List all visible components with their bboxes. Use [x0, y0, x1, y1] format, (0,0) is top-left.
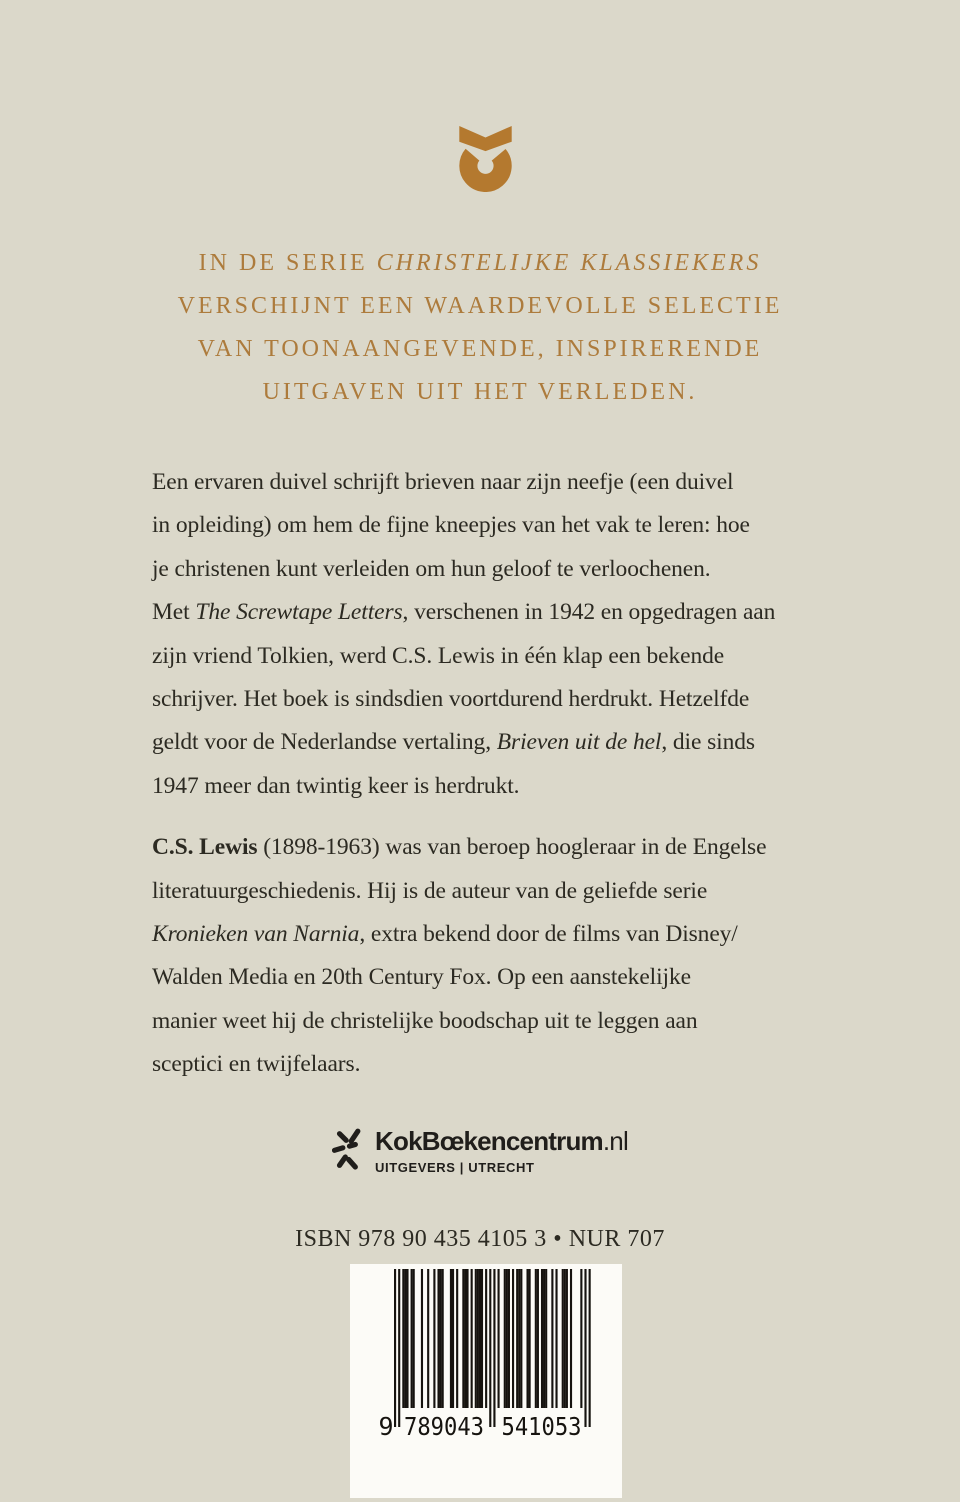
publisher-text [375, 1126, 628, 1175]
text-segment: zijn vriend Tolkien, werd C.S. Lewis in één klap een bekende [152, 642, 725, 669]
barcode-bars [394, 1269, 591, 1427]
text-line [152, 765, 852, 808]
publisher-name-suffix: .nl [602, 1126, 628, 1156]
text-line [152, 591, 852, 634]
barcode-digits-left: 789043 [404, 1412, 484, 1441]
text-line [0, 285, 960, 328]
text-segment: , verschenen in 1942 en opgedragen aan [402, 599, 776, 626]
text-line [0, 371, 960, 414]
text-line [152, 504, 852, 547]
text-segment: VERSCHIJNT EEN WAARDEVOLLE SELECTIE [177, 293, 783, 319]
text-segment: 1947 meer dan twintig keer is herdrukt. [152, 772, 520, 799]
publisher-name-main: KokBœkencentrum [375, 1126, 603, 1156]
text-segment: VAN TOONAANGEVENDE, INSPIRERENDE [197, 336, 763, 362]
text-line [152, 461, 852, 504]
text-line [0, 242, 960, 285]
text-segment-italic: Brieven uit de hel [496, 729, 662, 756]
publisher-tagline: UITGEVERS | UTRECHT [375, 1160, 535, 1175]
barcode-digits-right: 541053 [501, 1412, 582, 1441]
text-segment: IN DE SERIE [198, 250, 377, 276]
body-text [152, 461, 852, 1086]
barcode-panel [350, 1264, 622, 1498]
text-segment: in opleiding) om hem de fijne kneepjes van het vak te leren: hoe [152, 512, 750, 539]
text-segment-italic: Kronieken van Narnia [152, 920, 360, 947]
text-segment-italic: The Screwtape Letters [195, 599, 403, 626]
text-segment: manier weet hij de christelijke boodschap uit te leggen aan [152, 1007, 698, 1034]
text-line [152, 548, 852, 591]
text-line [152, 913, 852, 956]
text-segment-bold: C.S. Lewis [152, 834, 258, 861]
text-segment: (1898-1963) was van beroep hoogleraar in de Engelse [257, 834, 767, 861]
text-segment: Met [152, 599, 196, 626]
text-segment: je christenen kunt verleiden om hun geloof te verloochenen. [152, 555, 711, 582]
text-segment: , extra bekend door de films van Disney/ [359, 920, 738, 947]
text-line [0, 328, 960, 371]
barcode [378, 1269, 594, 1449]
series-note [0, 242, 960, 414]
series-logo-icon [459, 126, 512, 192]
text-segment: Een ervaren duivel schrijft brieven naar zijn neefje (een duivel [152, 469, 734, 495]
text-segment: , die sinds [661, 729, 755, 756]
text-line [152, 826, 852, 869]
text-line [152, 635, 852, 678]
text-line [152, 1000, 852, 1043]
text-segment: schrijver. Het boek is sindsdien voortdurend herdrukt. Hetzelfde [152, 685, 750, 712]
text-segment: geldt voor de Nederlandse vertaling, [152, 729, 497, 756]
barcode-digit-first: 9 [378, 1412, 394, 1441]
text-line [152, 721, 852, 764]
publisher-name [375, 1126, 628, 1156]
text-line [152, 956, 852, 999]
isbn-nur-line: ISBN 978 90 435 4105 3 • NUR 707 [295, 1226, 665, 1252]
text-segment: UITGAVEN UIT HET VERLEDEN. [262, 379, 698, 405]
text-segment: literatuurgeschiedenis. Hij is de auteur van de geliefde serie [152, 877, 708, 904]
text-line [152, 870, 852, 913]
publisher-asterisk-icon [332, 1126, 362, 1173]
text-line [152, 1043, 852, 1086]
publisher-logo [332, 1126, 628, 1175]
publisher-logo-block [0, 1126, 960, 1175]
text-segment-italic: CHRISTELIJKE KLASSIEKERS [376, 250, 762, 276]
text-segment: sceptici en twijfelaars. [152, 1051, 361, 1078]
text-line [152, 678, 852, 721]
author-bio-paragraph [152, 826, 852, 1086]
synopsis-paragraph [152, 461, 852, 808]
text-segment: Walden Media en 20th Century Fox. Op een aanstekelijke [152, 964, 691, 991]
